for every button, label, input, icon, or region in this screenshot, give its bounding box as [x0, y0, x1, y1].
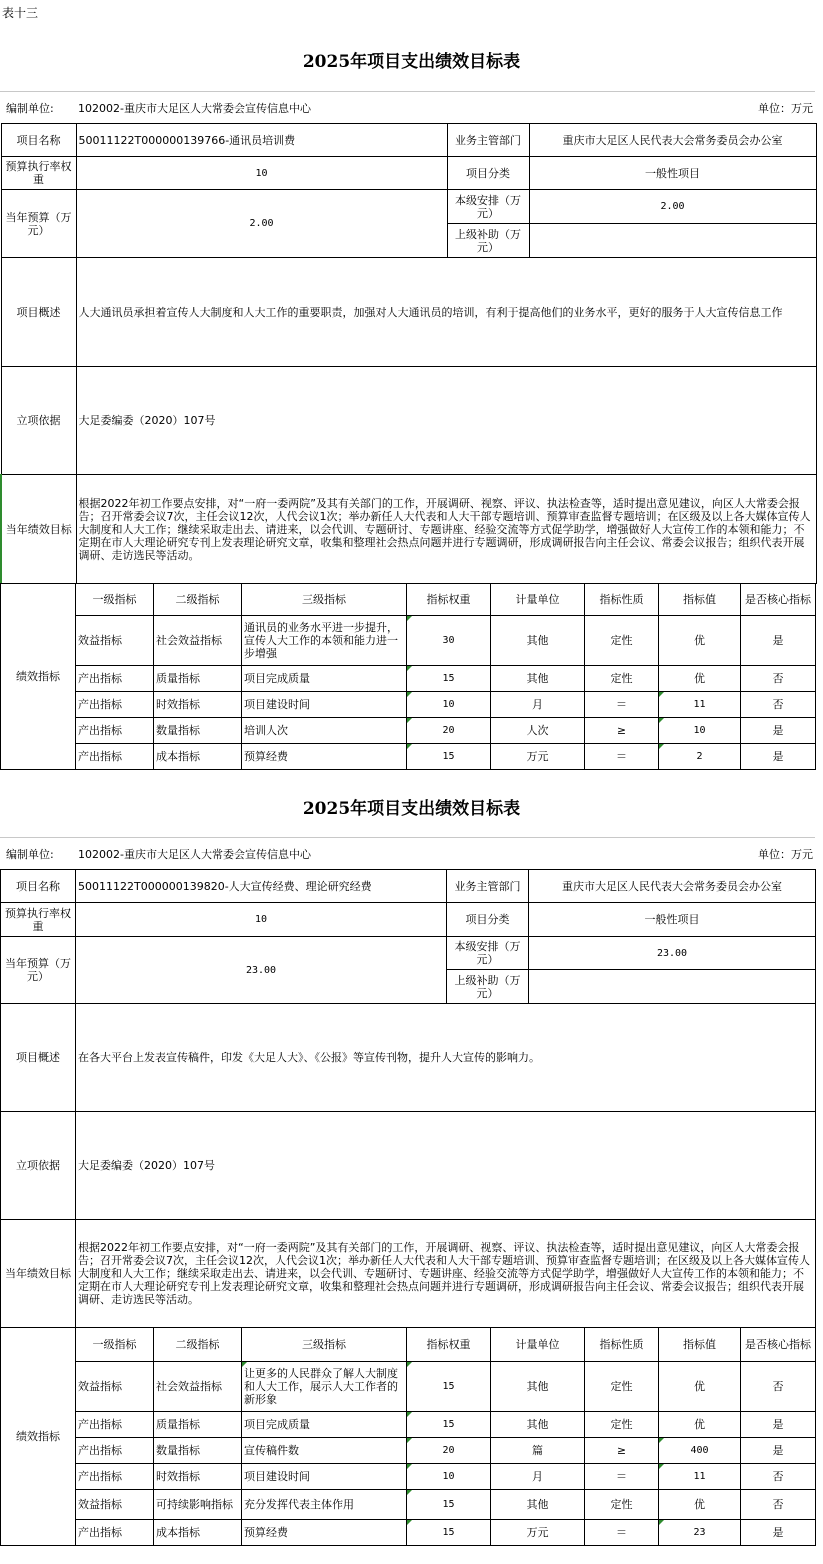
cell-level2: 时效指标 — [154, 692, 242, 718]
indicator-table — [0, 583, 816, 770]
form-title: 2025年项目支出绩效目标表 — [302, 799, 521, 819]
cell-level2: 数量指标 — [154, 718, 242, 744]
indicator-row — [1, 1438, 816, 1464]
indicator-row — [1, 1412, 816, 1438]
cell-core: 是 — [741, 718, 816, 744]
basis-value: 大足委编委（2020）107号 — [76, 1112, 816, 1220]
cell-unit: 月 — [491, 1464, 585, 1490]
project-name-value: 50011122T000000139820-人大宣传经费、理论研究经费 — [76, 870, 447, 903]
cell-unit: 万元 — [491, 744, 585, 770]
cell-unit: 其他 — [491, 1490, 585, 1520]
cell-weight: 15 — [407, 1520, 491, 1546]
cell-unit: 其他 — [491, 1412, 585, 1438]
cell-level2: 成本指标 — [154, 744, 242, 770]
cell-nature: 定性 — [585, 1412, 659, 1438]
cell-value: 优 — [659, 1490, 741, 1520]
upper-value — [529, 224, 816, 258]
cell-nature: ＝ — [585, 692, 659, 718]
header-weight: 指标权重 — [407, 1328, 491, 1362]
header-core: 是否核心指标 — [741, 584, 816, 616]
cell-value: 23 — [659, 1520, 741, 1546]
goal-value: 根据2022年初工作要点安排，对“一府一委两院”及其有关部门的工作，开展调研、视察、评议、执法检查等，适时提出意见建议，向区人大常委会报告；召开常委会议7次，主任会议12次，人代会议1次；举办新任人大代表和人大干部专题培训、预算审查监督专题培训；在区级及以上各大媒体宣传人大制度和人大工作；继续采取走出去、请进来，以会代训、专题研讨、专题讲座、经验交流等方式促学助学，增强做好人大宣传工作的本领和能力；不定期在市人大理论研究专刊上发表理论研究文章，收集和整理社会热点问题并进行专题调研，形成调研报告向主任会议、常委会议报告；组织代表开展调研、走访选民等活动。 — [76, 475, 816, 584]
label-basis: 立项依据 — [1, 1112, 76, 1220]
cell-core: 否 — [741, 1464, 816, 1490]
cell-level3: 项目建设时间 — [242, 692, 407, 718]
cell-nature: 定性 — [585, 616, 659, 666]
cell-weight: 15 — [407, 666, 491, 692]
label-goal: 当年绩效目标 — [1, 475, 76, 584]
indicator-table — [0, 1327, 816, 1546]
cell-value: 优 — [659, 616, 741, 666]
cell-level1: 效益指标 — [76, 1362, 154, 1412]
cell-weight: 10 — [407, 692, 491, 718]
cell-level2: 社会效益指标 — [154, 616, 242, 666]
header-level1: 一级指标 — [76, 1328, 154, 1362]
cell-unit: 其他 — [491, 1362, 585, 1412]
cell-level3: 项目建设时间 — [242, 1464, 407, 1490]
label-category: 项目分类 — [447, 903, 529, 937]
weight-value: 10 — [76, 903, 447, 937]
cell-nature: 定性 — [585, 666, 659, 692]
label-budget: 当年预算（万元） — [1, 937, 76, 1004]
header-nature: 指标性质 — [585, 584, 659, 616]
label-upper: 上级补助（万元） — [447, 970, 529, 1004]
unit-row — [0, 91, 815, 122]
header-level3: 三级指标 — [242, 1328, 407, 1362]
goal-value: 根据2022年初工作要点安排，对“一府一委两院”及其有关部门的工作，开展调研、视察、评议、执法检查等，适时提出意见建议，向区人大常委会报告；召开常委会议7次，主任会议12次，人代会议1次；举办新任人大代表和人大干部专题培训、预算审查监督专题培训；在区级及以上各大媒体宣传人大制度和人大工作；继续采取走出去、请进来，以会代训、专题研讨、专题讲座、经验交流等方式促学助学，增强做好人大宣传工作的本领和能力；不定期在市人大理论研究专刊上发表理论研究文章，收集和整理社会热点问题并进行专题调研，形成调研报告向主任会议、常委会议报告；组织代表开展调研、走访选民等活动。 — [76, 1220, 816, 1328]
cell-level1: 产出指标 — [76, 1412, 154, 1438]
cell-unit: 篇 — [491, 1438, 585, 1464]
cell-nature: ＝ — [585, 744, 659, 770]
label-goal: 当年绩效目标 — [1, 1220, 76, 1328]
cell-weight: 20 — [407, 718, 491, 744]
budget-value: 2.00 — [76, 190, 447, 258]
indicator-row — [1, 692, 816, 718]
cell-weight: 30 — [407, 616, 491, 666]
label-weight: 预算执行率权重 — [1, 157, 76, 190]
indicator-row — [1, 666, 816, 692]
indicator-row — [1, 1464, 816, 1490]
indicator-row — [1, 1520, 816, 1546]
cell-level1: 产出指标 — [76, 1520, 154, 1546]
cell-nature: 定性 — [585, 1490, 659, 1520]
indicator-row — [1, 1362, 816, 1412]
cell-level3: 项目完成质量 — [242, 666, 407, 692]
cell-value: 400 — [659, 1438, 741, 1464]
cell-value: 优 — [659, 1412, 741, 1438]
own-value: 2.00 — [529, 190, 816, 224]
header-value: 指标值 — [659, 584, 741, 616]
basis-value: 大足委编委（2020）107号 — [76, 367, 816, 475]
cell-value: 10 — [659, 718, 741, 744]
cell-core: 是 — [741, 616, 816, 666]
cell-level3: 让更多的人民群众了解人大制度和人大工作，展示人大工作者的新形象 — [242, 1362, 407, 1412]
label-basis: 立项依据 — [1, 367, 76, 475]
cell-unit: 其他 — [491, 666, 585, 692]
cell-value: 优 — [659, 1362, 741, 1412]
header-level1: 一级指标 — [76, 584, 154, 616]
header-unit: 计量单位 — [491, 584, 585, 616]
header-value: 指标值 — [659, 1328, 741, 1362]
cell-level1: 产出指标 — [76, 692, 154, 718]
cell-core: 否 — [741, 1362, 816, 1412]
cell-value: 11 — [659, 1464, 741, 1490]
project-info-table — [0, 123, 817, 584]
money-unit: 单位：万元 — [758, 848, 813, 861]
upper-value — [529, 970, 816, 1004]
unit-value: 102002-重庆市大足区人大常委会宣传信息中心 — [78, 102, 311, 115]
dept-value: 重庆市大足区人民代表大会常务委员会办公室 — [529, 870, 816, 903]
cell-value: 优 — [659, 666, 741, 692]
cell-weight: 15 — [407, 1412, 491, 1438]
cell-level1: 产出指标 — [76, 718, 154, 744]
cell-value: 2 — [659, 744, 741, 770]
cell-core: 是 — [741, 1520, 816, 1546]
weight-value: 10 — [76, 157, 447, 190]
cell-core: 是 — [741, 1412, 816, 1438]
dept-value: 重庆市大足区人民代表大会常务委员会办公室 — [529, 124, 816, 157]
indicator-row — [1, 1490, 816, 1520]
unit-label: 编制单位: — [6, 848, 54, 861]
cell-weight: 20 — [407, 1438, 491, 1464]
cell-level2: 质量指标 — [154, 1412, 242, 1438]
overview-value: 人大通讯员承担着宣传人大制度和人大工作的重要职责，加强对人大通讯员的培训，有利于提高他们的业务水平，更好的服务于人大宣传信息工作 — [76, 258, 816, 367]
unit-label: 编制单位: — [6, 102, 54, 115]
cell-level1: 产出指标 — [76, 1464, 154, 1490]
header-unit: 计量单位 — [491, 1328, 585, 1362]
label-weight: 预算执行率权重 — [1, 903, 76, 937]
cell-weight: 15 — [407, 744, 491, 770]
indicator-row — [1, 718, 816, 744]
label-dept: 业务主管部门 — [447, 870, 529, 903]
cell-unit: 其他 — [491, 616, 585, 666]
label-project-name: 项目名称 — [1, 870, 76, 903]
project-info-table — [0, 869, 816, 1328]
header-level2: 二级指标 — [154, 1328, 242, 1362]
cell-level1: 产出指标 — [76, 744, 154, 770]
cell-level2: 可持续影响指标 — [154, 1490, 242, 1520]
cell-level3: 通讯员的业务水平进一步提升，宣传人大工作的本领和能力进一步增强 — [242, 616, 407, 666]
header-level2: 二级指标 — [154, 584, 242, 616]
header-weight: 指标权重 — [407, 584, 491, 616]
cell-level2: 时效指标 — [154, 1464, 242, 1490]
label-own: 本级安排（万元） — [447, 937, 529, 970]
cell-level2: 质量指标 — [154, 666, 242, 692]
category-value: 一般性项目 — [529, 157, 816, 190]
cell-core: 否 — [741, 666, 816, 692]
cell-level2: 数量指标 — [154, 1438, 242, 1464]
cell-nature: ≥ — [585, 718, 659, 744]
label-overview: 项目概述 — [1, 258, 76, 367]
category-value: 一般性项目 — [529, 903, 816, 937]
unit-row — [0, 837, 815, 868]
cell-level2: 社会效益指标 — [154, 1362, 242, 1412]
cell-unit: 月 — [491, 692, 585, 718]
label-indicators: 绩效指标 — [1, 1328, 76, 1546]
cell-core: 是 — [741, 744, 816, 770]
cell-level3: 培训人次 — [242, 718, 407, 744]
money-unit: 单位：万元 — [758, 102, 813, 115]
cell-level2: 成本指标 — [154, 1520, 242, 1546]
cell-level3: 宣传稿件数 — [242, 1438, 407, 1464]
cell-nature: ≥ — [585, 1438, 659, 1464]
cell-level1: 效益指标 — [76, 616, 154, 666]
header-level3: 三级指标 — [242, 584, 407, 616]
cell-level3: 预算经费 — [242, 1520, 407, 1546]
own-value: 23.00 — [529, 937, 816, 970]
overview-value: 在各大平台上发表宣传稿件，印发《大足人大》、《公报》等宣传刊物，提升人大宣传的影响力。 — [76, 1004, 816, 1112]
cell-core: 是 — [741, 1438, 816, 1464]
sheet-label: 表十三 — [2, 6, 39, 20]
cell-value: 11 — [659, 692, 741, 718]
label-own: 本级安排（万元） — [447, 190, 529, 224]
label-overview: 项目概述 — [1, 1004, 76, 1112]
label-indicators: 绩效指标 — [1, 584, 76, 770]
cell-core: 否 — [741, 1490, 816, 1520]
cell-weight: 10 — [407, 1464, 491, 1490]
cell-level1: 产出指标 — [76, 666, 154, 692]
header-nature: 指标性质 — [585, 1328, 659, 1362]
indicator-row — [1, 616, 816, 666]
label-category: 项目分类 — [447, 157, 529, 190]
cell-weight: 15 — [407, 1490, 491, 1520]
cell-nature: ＝ — [585, 1520, 659, 1546]
cell-level1: 效益指标 — [76, 1490, 154, 1520]
form-title: 2025年项目支出绩效目标表 — [302, 52, 521, 72]
cell-weight: 15 — [407, 1362, 491, 1412]
indicator-row — [1, 744, 816, 770]
label-project-name: 项目名称 — [1, 124, 76, 157]
unit-value: 102002-重庆市大足区人大常委会宣传信息中心 — [78, 848, 311, 861]
cell-core: 否 — [741, 692, 816, 718]
header-core: 是否核心指标 — [741, 1328, 816, 1362]
cell-level1: 产出指标 — [76, 1438, 154, 1464]
cell-unit: 万元 — [491, 1520, 585, 1546]
cell-nature: ＝ — [585, 1464, 659, 1490]
label-upper: 上级补助（万元） — [447, 224, 529, 258]
cell-nature: 定性 — [585, 1362, 659, 1412]
cell-level3: 项目完成质量 — [242, 1412, 407, 1438]
project-name-value: 50011122T000000139766-通讯员培训费 — [76, 124, 447, 157]
cell-unit: 人次 — [491, 718, 585, 744]
label-dept: 业务主管部门 — [447, 124, 529, 157]
cell-level3: 充分发挥代表主体作用 — [242, 1490, 407, 1520]
cell-level3: 预算经费 — [242, 744, 407, 770]
budget-value: 23.00 — [76, 937, 447, 1004]
label-budget: 当年预算（万元） — [1, 190, 76, 258]
